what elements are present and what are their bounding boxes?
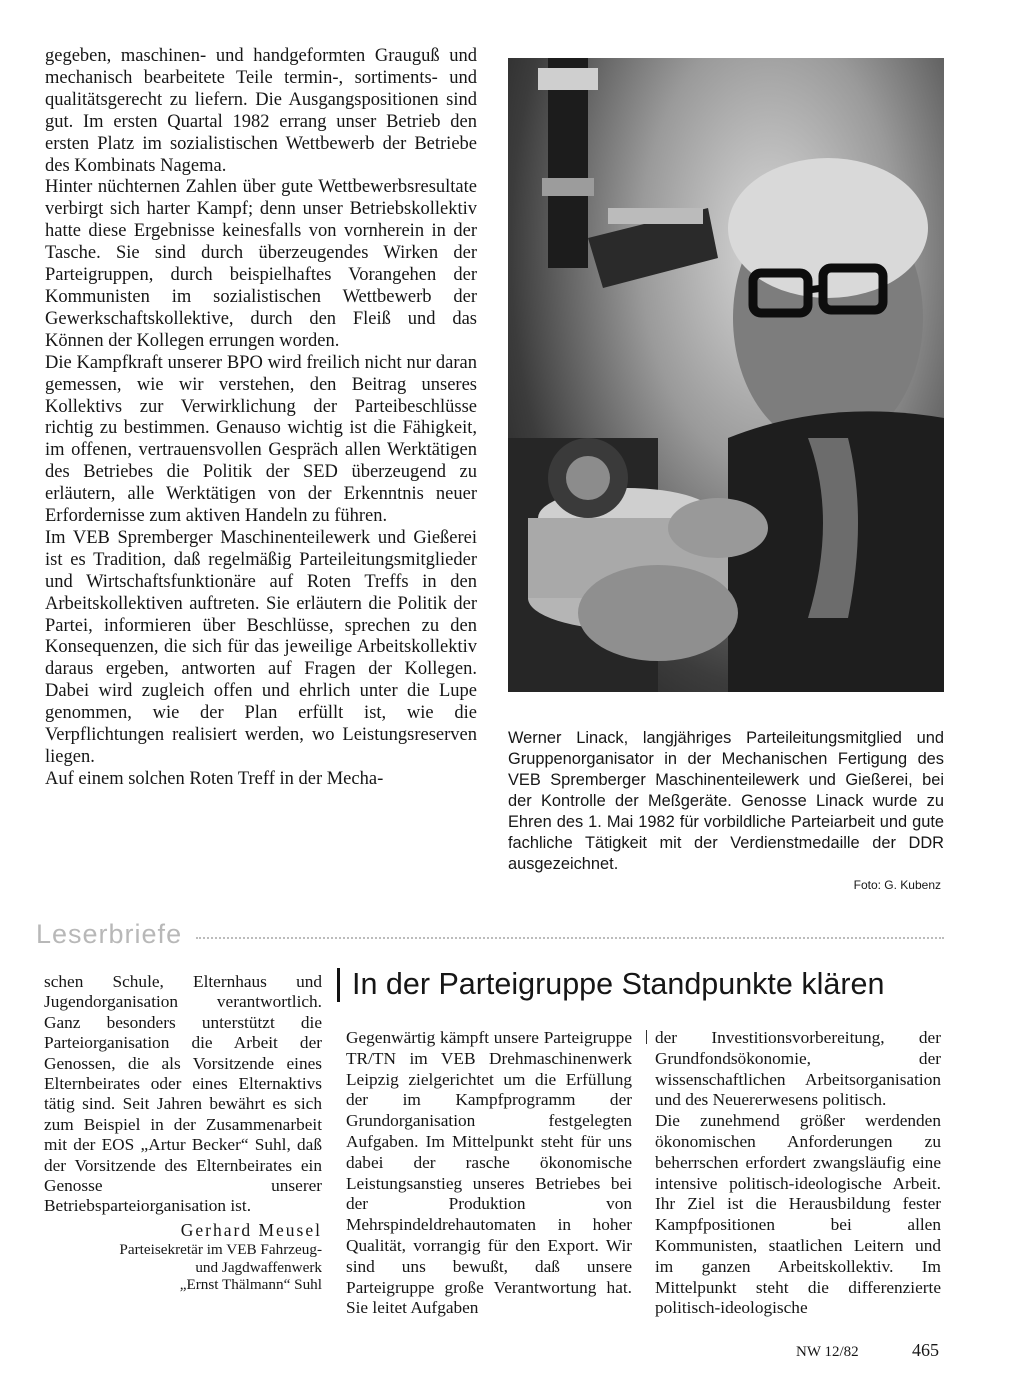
letter-text: schen Schule, Elternhaus und Jugendorganisation verantwortlich. Ganz besonders unterstützt die Parteiorganisation die Arbeit der Genossen, die als Vorsitzende eines Elternbeirates oder eines Elternaktivs tätig sind. Seit Jahren bewährt es sich zum Beispiel in der Zusammenarbeit mit der EOS „Artur Becker“ Suhl, daß der Vorsitzende des Elternbeirates ein Genosse unserer Betriebsparteiorganisation ist. [44,972,322,1216]
paragraph: Auf einem solchen Roten Treff in der Mecha- [45,768,384,789]
page-number: 465 [912,1340,939,1360]
column-rule [646,1030,647,1044]
letter-author: Gerhard Meusel [180,1220,322,1240]
paragraph: gegeben, maschinen- und handgeformten Grauguß und mechanisch bearbeitete Teile termin-, sortiments- und qualitätsgerecht zu liefern. Die Ausgangspositionen sind gut. Im ersten Quartal 1982 errang unser Betrieb den ersten Platz im sozialistischen Wettbewerb der Betriebe des Kombinats Nagema. [45,46,477,176]
photo-credit: Foto: G. Kubenz [853,878,941,892]
issue-number: NW 12/82 [796,1344,859,1360]
paragraph: Im VEB Spremberger Maschinenteilewerk und Gießerei ist es Tradition, daß regelmäßig Parteileitungsmitglieder und Wirtschaftsfunktionäre auf Roten Treffs in den Arbeitskollektiven auftreten. Sie erläutern die Politik der Partei, informieren über Beschlüsse, sprechen zu den Konsequenzen, die sich für das jeweilige Arbeitskollektiv daraus ergeben, antworten auf Fragen der Kollegen. Dabei wird zugleich offen und ehrlich unter die Lupe genommen, wie der Plan erfüllt ist, wie die Verpflichtungen realisiert werden, wo Leistungsreserven liegen. [45,527,477,767]
paragraph: Hinter nüchternen Zahlen über gute Wettbewerbsresultate verbirgt sich harter Kampf; denn unser Betriebskollektiv hatte diese Ergebnisse keinesfalls von vornherein in der Tasche. Sie sind durch überzeugendes Wirken der Parteigruppen, durch beispielhaftes Vorangehen der Kommunisten im sozialistischen Wettbewerb der Gewerkschaftskollektive, durch den Fleiß und das Können der Kollegen errungen worden. [45,177,477,351]
paragraph: Die zunehmend größer werdenden ökonomischen Anforderungen zu beherrschen erfordert zwangsläufig eine intensive politisch-ideologische Arbeit. Ihr Ziel ist die Herausbildung fester Kampfpositionen bei allen Kommunisten, staatlichen Leitern und im ganzen Arbeitskollektiv. Im Mittelpunkt steht die differenzierte politisch-ideologische [655,1111,941,1318]
role-line: „Ernst Thälmann“ Suhl [179,1276,322,1293]
section-header [36,916,944,952]
worker-photo [508,58,944,692]
article-headline: In der Parteigruppe Standpunkte klären [352,967,885,1001]
role-line: und Jagdwaffenwerk [195,1258,322,1276]
article-column-2 [655,1028,941,1319]
photo-caption: Werner Linack, langjähriges Parteileitungsmitglied und Gruppenorganisator in der Mechanischen Fertigung des VEB Spremberger Maschinenteilewerk und Gießerei, bei der Kontrolle der Meßgeräte. Genosse Linack wurde zu Ehren des 1. Mai 1982 für vorbildliche Parteiarbeit und gute fachliche Tätigkeit mit der Verdienstmedaille der DDR ausgezeichnet. [508,729,944,873]
letter-author-role [44,1241,322,1294]
role-line: Parteisekretär im VEB Fahrzeug- [119,1241,322,1258]
paragraph: Gegenwärtig kämpft unsere Parteigruppe TR/TN im VEB Drehmaschinenwerk Leipzig zielgerichtet um die Erfüllung der im Kampfprogramm der Grundorganisation festgelegten Aufgaben. Im Mittelpunkt steht für uns dabei der rasche ökonomische Leistungsanstieg unseres Betriebes bei der Produktion von Mehrspindeldrehautomaten in hoher Qualität, vorrangig für den Export. Wir sind uns bewußt, daß unsere Parteigruppe große Verantwortung hat. Sie leitet Aufgaben [346,1028,632,1318]
photo-illustration [508,58,944,692]
headline-bar [337,968,340,1002]
paragraph: der Investitionsvorbereitung, der Grundfondsökonomie, der wissenschaftlichen Arbeitsorganisation und des Neuererwesens politisch. [655,1028,941,1110]
main-article-column [45,46,477,791]
section-rule [196,937,944,939]
section-label: Leserbriefe [36,918,183,949]
article-column-1 [346,1028,632,1319]
paragraph: Die Kampfkraft unserer BPO wird freilich nicht nur daran gemessen, wie wir verstehen, den Beitrag unseres Kollektivs zur Verwirklichung der Parteibeschlüsse richtig zu bestimmen. Genauso wichtig ist die Fähigkeit, im offenen, vertrauensvollen Gespräch allen Werktätigen des Betriebes die Politik der SED überzeugend zu erläutern, alle Werktätigen von der Erkenntnis neuer Erfordernisse zum aktiven Handeln zu führen. [45,352,477,527]
